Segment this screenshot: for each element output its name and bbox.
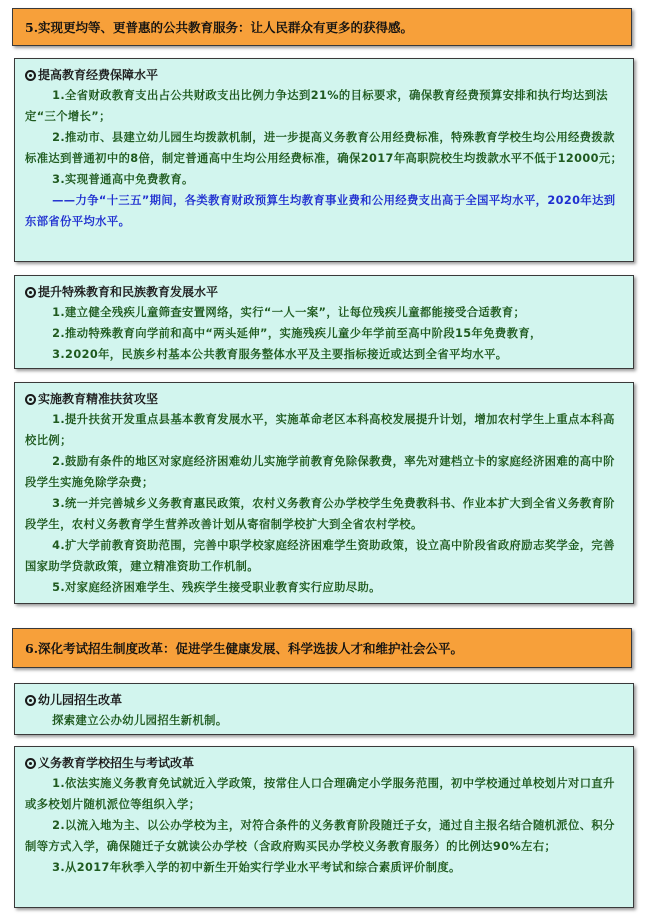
- circle-bullet-icon: [25, 695, 36, 706]
- box-title: 实施教育精准扶贫攻坚: [25, 389, 623, 409]
- paragraph: 1.依法实施义务教育免试就近入学政策，按常住人口合理确定小学服务范围，初中学校通过单校划片对口直升或多校划片随机派位等组织入学；: [25, 777, 615, 811]
- box-title: 提升特殊教育和民族教育发展水平: [25, 282, 623, 302]
- paragraph: 3.统一并完善城乡义务教育惠民政策，农村义务教育公办学校学生免费教科书、作业本扩大到全省义务教育阶段学生，农村义务教育学生营养改善计划从寄宿制学校扩大到全省农村学校。: [25, 497, 615, 531]
- circle-bullet-icon: [25, 287, 36, 298]
- box-poverty-alleviation: [14, 382, 634, 604]
- paragraph: 2.鼓励有条件的地区对家庭经济困难幼儿实施学前教育免除保教费，率先对建档立卡的家庭经济困难的高中阶段学生实施免除学杂费；: [25, 455, 615, 489]
- paragraph: 1.提升扶贫开发重点县基本教育发展水平，实施革命老区本科高校发展提升计划，增加农村学生上重点本科高校比例；: [25, 413, 615, 447]
- section-6-header: 6.深化考试招生制度改革：促进学生健康发展、科学选拔人才和维护社会公平。: [12, 628, 632, 668]
- box-title: 提高教育经费保障水平: [25, 65, 623, 85]
- box-compulsory-education-enrollment: [14, 746, 634, 908]
- section-5-header: 5.实现更均等、更普惠的公共教育服务：让人民群众有更多的获得感。: [12, 8, 632, 46]
- paragraph: 3.实现普通高中免费教育。: [52, 173, 194, 186]
- paragraph: 3.从2017年秋季入学的初中新生开始实行学业水平考试和综合素质评价制度。: [52, 861, 461, 874]
- paragraph: 3.2020年，民族乡村基本公共教育服务整体水平及主要指标接近或达到全省平均水平。: [52, 348, 508, 361]
- box-title: 义务教育学校招生与考试改革: [25, 753, 623, 773]
- paragraph-highlight: ——力争“十三五”期间，各类教育财政预算生均教育事业费和公用经费支出高于全国平均水平，2020年达到东部省份平均水平。: [25, 194, 616, 228]
- box-kindergarten-enrollment: [14, 683, 634, 735]
- paragraph: 1.全省财政教育支出占公共财政支出比例力争达到21%的目标要求，确保教育经费预算安排和执行均达到法定“三个增长”；: [25, 89, 608, 123]
- paragraph: 2.以流入地为主、以公办学校为主，对符合条件的义务教育阶段随迁子女，通过自主报名结合随机派位、积分制等方式入学，确保随迁子女就读公办学校（含政府购买民办学校义务教育服务）的比例达90%左右；: [25, 819, 615, 853]
- paragraph: 2.推动市、县建立幼儿园生均拨款机制，进一步提高义务教育公用经费标准，特殊教育学校生均公用经费拨款标准达到普通初中的8倍，制定普通高中生均公用经费标准，确保2017年高职院校生均拨款水平不低于12000元；: [25, 131, 623, 165]
- box-special-ethnic-education: [14, 275, 634, 369]
- circle-bullet-icon: [25, 394, 36, 405]
- paragraph: 2.推动特殊教育向学前和高中“两头延伸”，实施残疾儿童少年学前至高中阶段15年免费教育，: [52, 327, 542, 340]
- circle-bullet-icon: [25, 758, 36, 769]
- paragraph: 5.对家庭经济困难学生、残疾学生接受职业教育实行应助尽助。: [52, 581, 381, 594]
- paragraph: 4.扩大学前教育资助范围，完善中职学校家庭经济困难学生资助政策，设立高中阶段省政府励志奖学金，完善国家助学贷款政策，建立精准资助工作机制。: [25, 539, 615, 573]
- box-title: 幼儿园招生改革: [25, 690, 623, 710]
- paragraph: 探索建立公办幼儿园招生新机制。: [52, 714, 228, 727]
- circle-bullet-icon: [25, 70, 36, 81]
- paragraph: 1.建立健全残疾儿童筛查安置网络，实行“一人一案”，让每位残疾儿童都能接受合适教育；: [52, 306, 526, 319]
- box-education-funding: [14, 58, 634, 262]
